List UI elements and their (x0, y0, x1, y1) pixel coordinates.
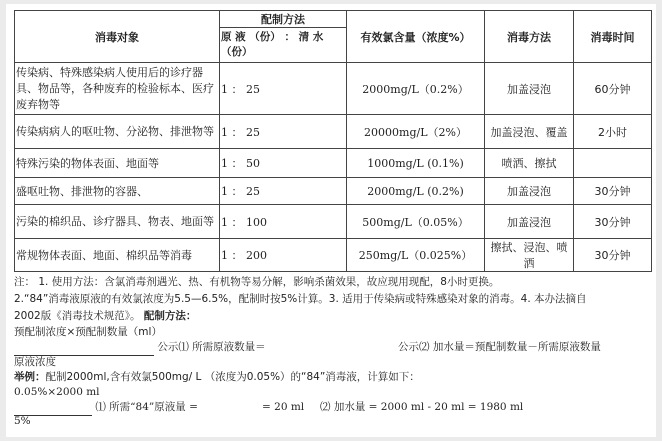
cell-method: 加盖浸泡 (485, 205, 574, 239)
cell-concentration: 250mg/L（0.025%） (347, 239, 485, 272)
cell-time: 30分钟 (574, 178, 652, 205)
table-row (15, 115, 652, 149)
formula-1: 公示⑴ 所需原液数量＝ (157, 341, 266, 353)
example-numerator: 0.05%×2000 ml (14, 386, 100, 398)
example-calc-row (14, 399, 654, 415)
disinfection-table (14, 10, 652, 272)
cell-ratio: 1 ： 100 (220, 205, 347, 239)
document-page (6, 4, 656, 437)
fraction-bar (14, 343, 154, 356)
example-text: 配制2000ml,含有效氯500mg/ L （浓度为0.05%）的“84”消毒液，计算如下： (45, 371, 420, 383)
header-method-sub: 原 液 （份） ： 清 水 （份） (220, 28, 347, 63)
cell-method: 加盖浸泡、覆盖 (485, 115, 574, 149)
notes-section (14, 274, 654, 428)
cell-time: 30分钟 (574, 239, 652, 272)
table-row (15, 178, 652, 205)
header-object: 消毒对象 (15, 11, 220, 63)
cell-ratio: 1 ： 25 (220, 178, 347, 205)
table-row (15, 149, 652, 178)
cell-ratio: 1 ： 200 (220, 239, 347, 272)
table-row (15, 205, 652, 239)
cell-ratio: 1 ： 25 (220, 63, 347, 115)
cell-time: 30分钟 (574, 205, 652, 239)
table-row (15, 63, 652, 115)
example-line (14, 369, 654, 386)
cell-concentration: 20000mg/L（2%） (347, 115, 485, 149)
cell-method: 加盖浸泡 (485, 178, 574, 205)
cell-time (574, 149, 652, 178)
cell-method: 加盖浸泡 (485, 63, 574, 115)
formula-row (14, 339, 654, 355)
cell-object: 污染的棉织品、诊疗器具、物表、地面等 (15, 205, 220, 239)
header-concentration: 有效氯含量（浓度%） (347, 11, 485, 63)
cell-concentration: 2000mg/L（0.2%） (347, 63, 485, 115)
fraction-bar (14, 403, 92, 416)
example-label: 举例： (14, 371, 46, 383)
header-time: 消毒时间 (574, 11, 652, 63)
cell-method: 喷洒、擦拭 (485, 149, 574, 178)
cell-time: 60分钟 (574, 63, 652, 115)
formula-numerator: 预配制浓度×预配制数量（ml） (14, 326, 162, 338)
cell-object: 特殊污染的物体表面、地面等 (15, 149, 220, 178)
calc-1: ⑴ 所需“84”原液量 = (95, 401, 198, 413)
preparation-heading: 配制方法： (143, 310, 197, 322)
note-line-2: 2.“84”消毒液原液的有效氯浓度为5.5—6.5%，配制时按5%计算。3. 适用于传染病或特殊感染对象的消毒。4. 本办法摘自 (14, 293, 587, 305)
note-line-1: 注： 1. 使用方法：含氯消毒剂遇光、热、有机物等易分解，影响杀菌效果，故应现用现配，8小时更换。 (14, 276, 500, 288)
cell-object: 盛呕吐物、排泄物的容器、 (15, 178, 220, 205)
cell-concentration: 2000mg/L (0.2%) (347, 178, 485, 205)
cell-object: 常规物体表面、地面、棉织品等消毒 (15, 239, 220, 272)
cell-method: 擦拭、浸泡、喷洒 (485, 239, 574, 272)
cell-object: 传染病、特殊感染病人使用后的诊疗器具、物品等，各种废弃的检验标本、医疗废弃物等 (15, 63, 220, 115)
example-denominator: 5% (14, 415, 31, 427)
cell-concentration: 500mg/L（0.05%） (347, 205, 485, 239)
calc-1-result: = 20 ml (262, 401, 305, 413)
formula-2: 公示⑵ 加水量＝预配制数量－所需原液数量 (398, 341, 601, 353)
note-line-3 (14, 308, 654, 325)
calc-2: ⑵ 加水量 = 2000 ml - 20 ml = 1980 ml (320, 401, 524, 413)
cell-object: 传染病病人的呕吐物、分泌物、排泄物等 (15, 115, 220, 149)
formula-denominator: 原液浓度 (14, 356, 56, 368)
cell-time: 2小时 (574, 115, 652, 149)
cell-ratio: 1 ： 50 (220, 149, 347, 178)
cell-concentration: 1000mg/L (0.1%) (347, 149, 485, 178)
cell-ratio: 1 ： 25 (220, 115, 347, 149)
header-disinfect-method: 消毒方法 (485, 11, 574, 63)
table-row (15, 239, 652, 272)
header-method-group: 配制方法 (220, 11, 347, 28)
note-source: 2002版《消毒技术规范》。 (14, 310, 141, 322)
